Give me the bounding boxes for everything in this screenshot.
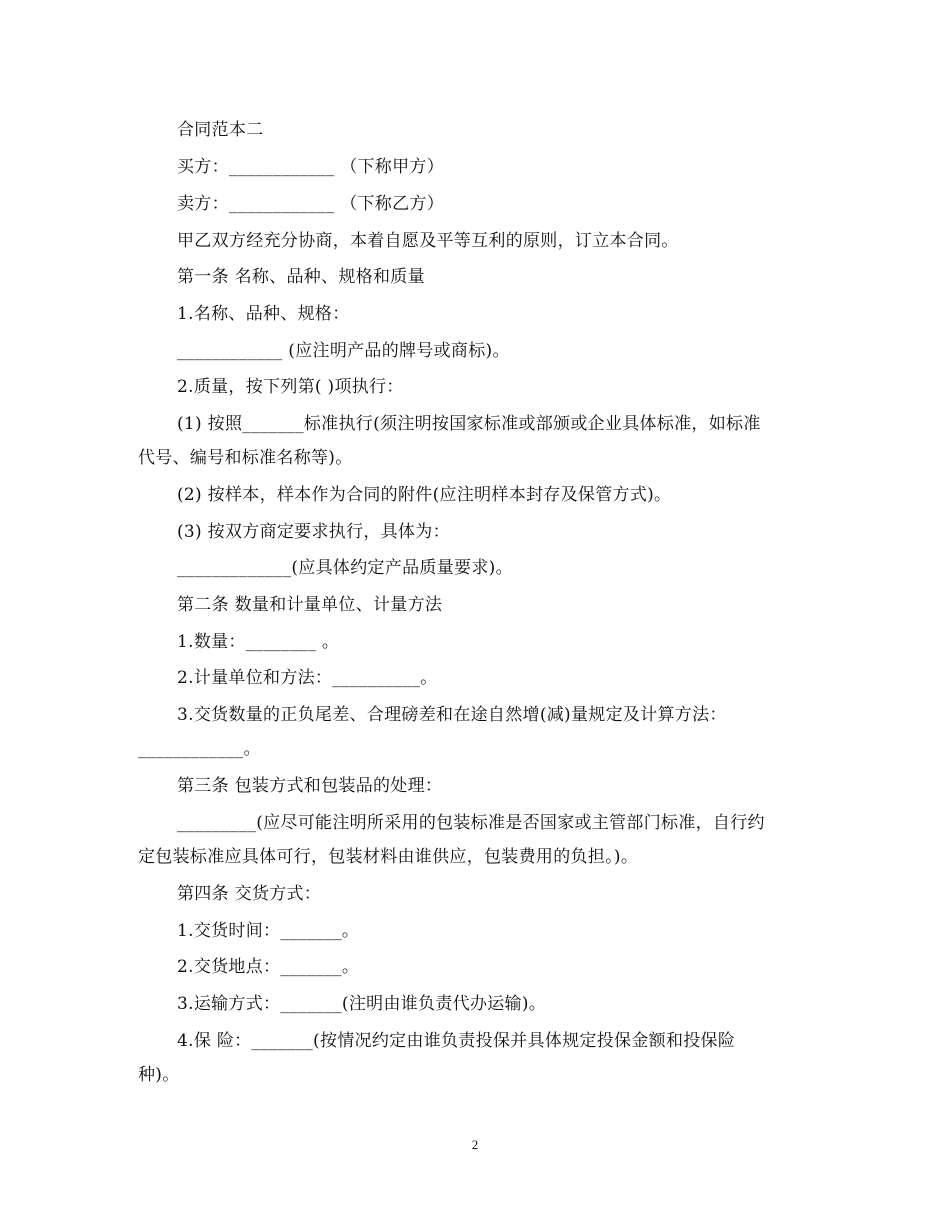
article-4-heading: 第四条 交货方式： bbox=[177, 884, 322, 904]
article-4-item-4-cont: 种)。 bbox=[138, 1065, 180, 1085]
contract-title: 合同范本二 bbox=[177, 120, 264, 140]
article-2-item-3: 3.交货数量的正负尾差、合理磅差和在途自然增(减)量规定及计算方法： bbox=[177, 705, 727, 725]
article-2-item-2: 2.计量单位和方法：__________。 bbox=[177, 668, 438, 688]
article-4-item-1: 1.交货时间：_______。 bbox=[177, 921, 360, 941]
article-2-heading: 第二条 数量和计量单位、计量方法 bbox=[177, 595, 443, 615]
article-4-item-3: 3.运输方式：_______(注明由谁负责代办运输)。 bbox=[177, 994, 547, 1014]
quality-option-2: (2) 按样本，样本作为合同的附件(应注明样本封存及保管方式)。 bbox=[177, 485, 672, 505]
article-2-item-3-blank: ____________。 bbox=[138, 739, 261, 759]
article-3-body: _________(应尽可能注明所采用的包装标准是否国家或主管部门标准，自行约 bbox=[177, 813, 765, 833]
preamble-text: 甲乙双方经充分协商，本着自愿及平等互利的原则，订立本合同。 bbox=[177, 231, 679, 251]
quality-option-1: (1) 按照_______标准执行(须注明按国家标准或部颁或企业具体标准，如标准 bbox=[177, 414, 761, 434]
article-1-item-1-blank: ____________ (应注明产品的牌号或商标)。 bbox=[177, 341, 510, 361]
quality-option-3: (3) 按双方商定要求执行，具体为： bbox=[177, 522, 450, 542]
article-4-item-2: 2.交货地点：_______。 bbox=[177, 957, 360, 977]
page-number: 2 bbox=[471, 1137, 479, 1152]
article-2-item-1: 1.数量：________ 。 bbox=[177, 632, 340, 652]
seller-line: 卖方：____________ （下称乙方） bbox=[177, 194, 445, 214]
article-1-item-2: 2.质量，按下列第( )项执行： bbox=[177, 377, 404, 397]
article-3-heading: 第三条 包装方式和包装品的处理： bbox=[177, 776, 443, 796]
article-4-item-4: 4.保 险：_______(按情况约定由谁负责投保并具体规定投保金额和投保险 bbox=[177, 1031, 736, 1051]
quality-option-1-cont: 代号、编号和标准名称等)。 bbox=[138, 448, 353, 468]
article-3-body-cont: 定包装标准应具体可行，包装材料由谁供应，包装费用的负担。)。 bbox=[138, 847, 639, 867]
article-1-heading: 第一条 名称、品种、规格和质量 bbox=[177, 267, 425, 287]
quality-option-3-blank: _____________(应具体约定产品质量要求)。 bbox=[177, 558, 513, 578]
article-1-item-1: 1.名称、品种、规格： bbox=[177, 304, 350, 324]
buyer-line: 买方：____________ （下称甲方） bbox=[177, 157, 445, 177]
